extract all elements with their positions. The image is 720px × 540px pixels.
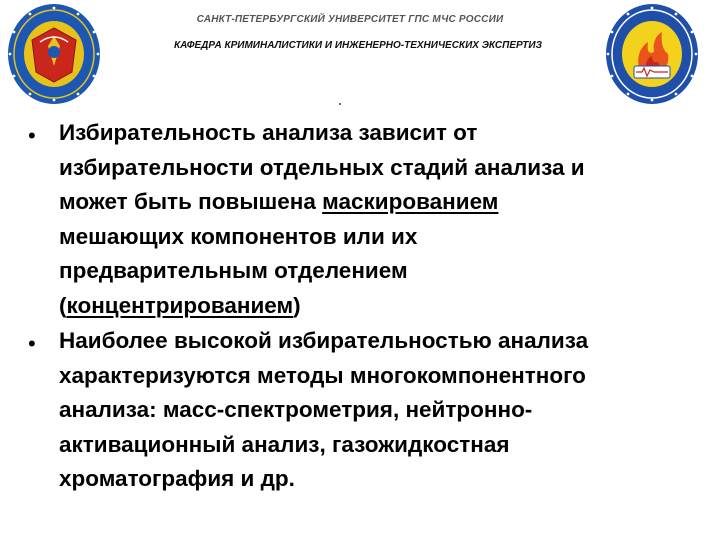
text-line: хроматография и др. — [59, 466, 295, 492]
bullet-item — [28, 116, 688, 324]
text-line: анализа: масс-спектрометрия, нейтронно- — [59, 397, 533, 423]
text-line: избирательности отдельных стадий анализа и — [59, 154, 585, 180]
text-line: характеризуются методы многокомпонентного — [59, 362, 586, 388]
underlined-term: маскированием — [322, 189, 499, 215]
text-line: может быть повышена маскированием — [59, 189, 499, 215]
text-line: Наиболее высокой избирательностью анализа — [59, 328, 589, 353]
bullet-text — [59, 116, 688, 324]
bullet-text — [59, 324, 688, 497]
text-line: Избирательность анализа зависит от — [59, 120, 478, 145]
text-line: (концентрированием) — [59, 292, 301, 318]
text-line: мешающих компонентов или их — [59, 223, 418, 249]
university-name: САНКТ-ПЕТЕРБУРГСКИЙ УНИВЕРСИТЕТ ГПС МЧС РОССИИ — [196, 14, 504, 25]
text-line: предварительным отделением — [59, 258, 408, 284]
underlined-term: концентрированием — [66, 292, 294, 318]
department-name: КАФЕДРА КРИМИНАЛИСТИКИ И ИНЖЕНЕРНО-ТЕХНИЧЕСКИХ ЭКСПЕРТИЗ — [173, 40, 543, 51]
bullet-item — [28, 324, 688, 497]
bullet-marker: • — [28, 123, 36, 148]
text-line: активационный анализ, газожидкостная — [59, 431, 510, 457]
bullet-marker: • — [28, 331, 36, 356]
